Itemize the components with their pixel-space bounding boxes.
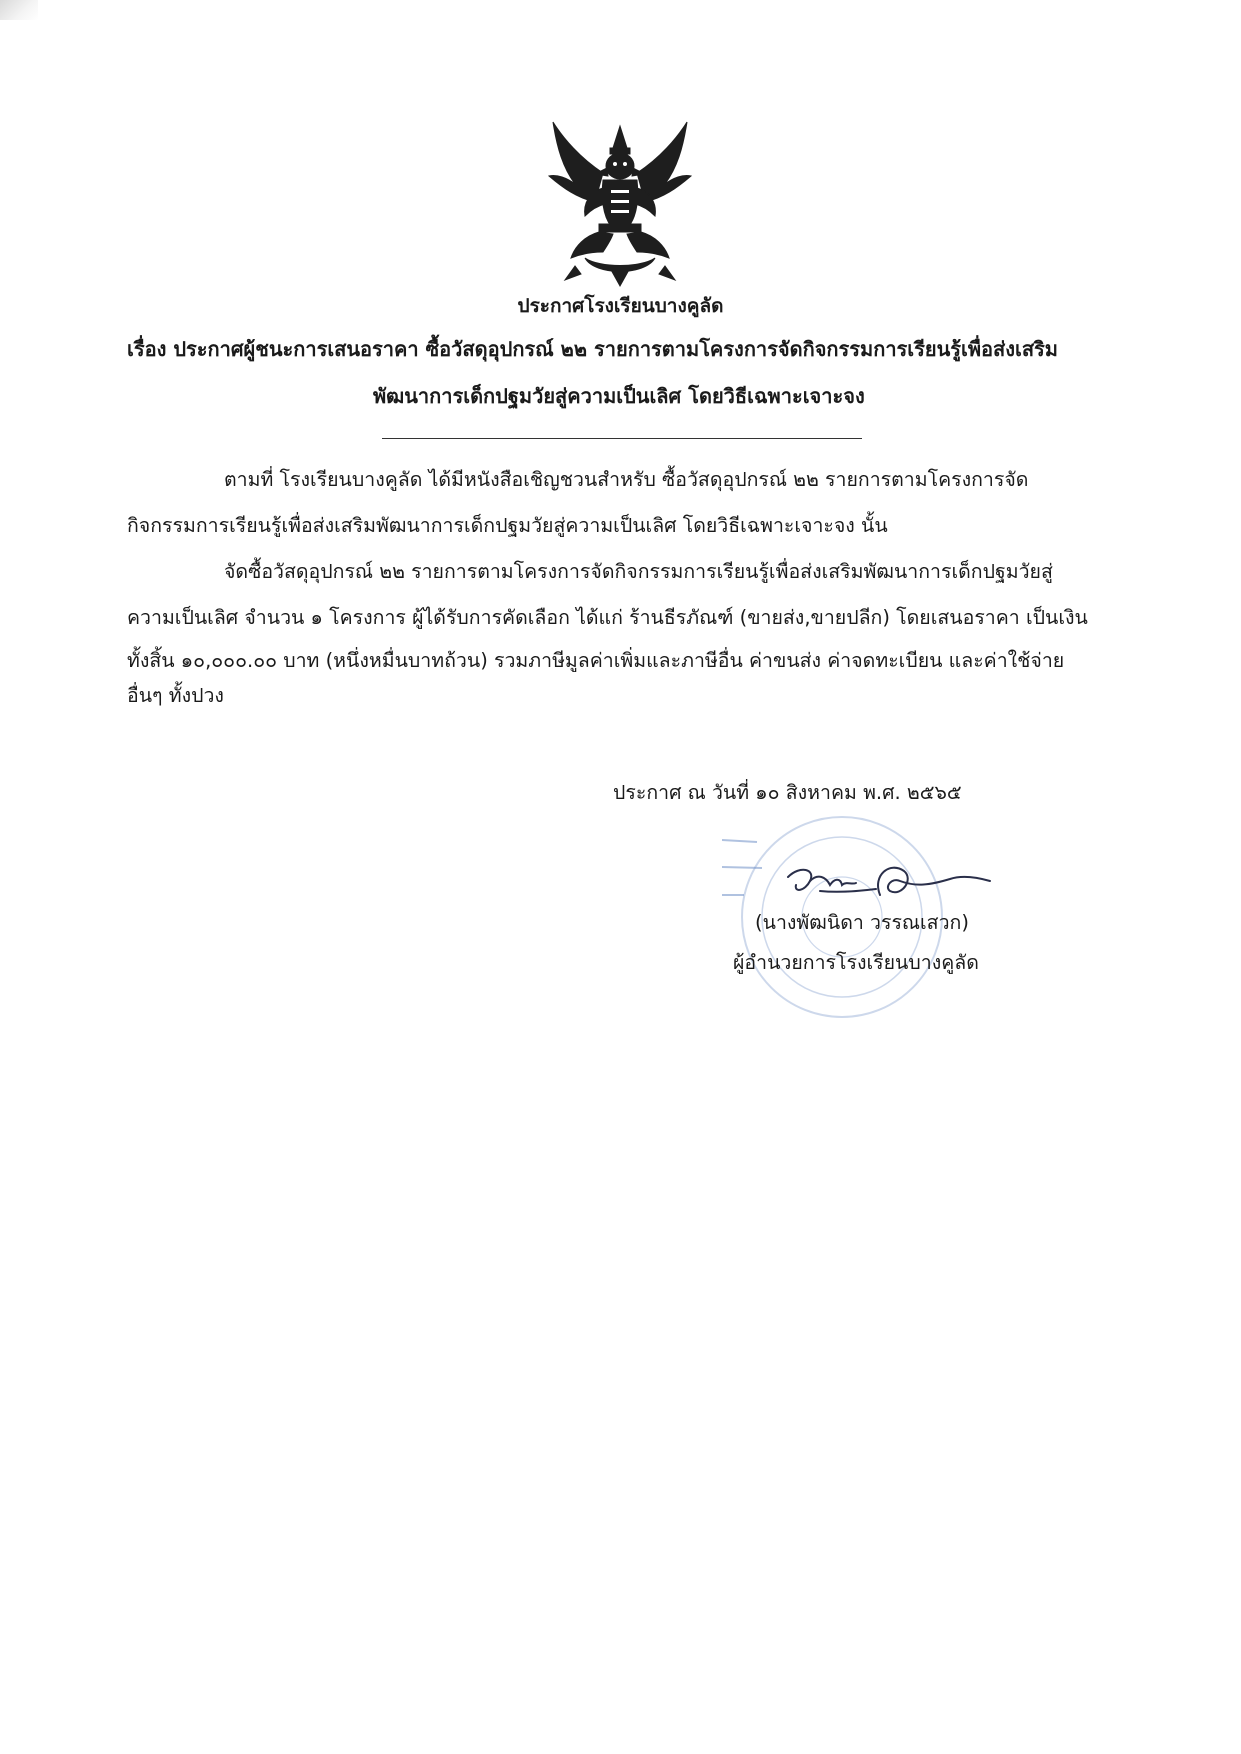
paragraph-1-line-2: กิจกรรมการเรียนรู้เพื่อส่งเสริมพัฒนาการเด็กปฐมวัยสู่ความเป็นเลิศ โดยวิธีเฉพาะเจาะจง นั้น: [127, 514, 888, 537]
paragraph-2-line-2: ความเป็นเลิศ จำนวน ๑ โครงการ ผู้ได้รับการคัดเลือก ได้แก่ ร้านธีรภัณฑ์ (ขายส่ง,ขายปลีก) โดยเสนอราคา เป็นเงิน: [127, 606, 1088, 629]
announcement-date: ประกาศ ณ วันที่ ๑๐ สิงหาคม พ.ศ. ๒๕๖๕: [613, 781, 962, 804]
announcement-title: ประกาศโรงเรียนบางคูลัด: [517, 295, 724, 317]
subject-line-1: เรื่อง ประกาศผู้ชนะการเสนอราคา ซื้อวัสดุอุปกรณ์ ๒๒ รายการตามโครงการจัดกิจกรรมการเรียนรู้เพื่อส่งเสริม: [127, 337, 1058, 361]
paragraph-2-line-3: ทั้งสิ้น ๑๐,๐๐๐.๐๐ บาท (หนึ่งหมื่นบาทถ้วน) รวมภาษีมูลค่าเพิ่มและภาษีอื่น ค่าขนส่ง ค่าจดทะเบียน และค่าใช้จ่าย: [127, 649, 1065, 672]
paragraph-1-line-1: ตามที่ โรงเรียนบางคูลัด ได้มีหนังสือเชิญชวนสำหรับ ซื้อวัสดุอุปกรณ์ ๒๒ รายการตามโครงการจัด: [224, 468, 1029, 491]
scan-corner-mark: [0, 0, 38, 20]
garuda-emblem-icon: [545, 118, 695, 288]
signer-name: (นางพัฒนิดา วรรณเสวก): [755, 911, 969, 934]
paragraph-2-line-1: จัดซื้อวัสดุอุปกรณ์ ๒๒ รายการตามโครงการจัดกิจกรรมการเรียนรู้เพื่อส่งเสริมพัฒนาการเด็กปฐมวัยสู่: [224, 560, 1053, 583]
divider-line: [382, 438, 862, 439]
subject-line-2: พัฒนาการเด็กปฐมวัยสู่ความเป็นเลิศ โดยวิธีเฉพาะเจาะจง: [373, 384, 865, 408]
signer-position: ผู้อำนวยการโรงเรียนบางคูลัด: [733, 951, 979, 974]
paragraph-2-line-4: อื่นๆ ทั้งปวง: [127, 684, 224, 707]
